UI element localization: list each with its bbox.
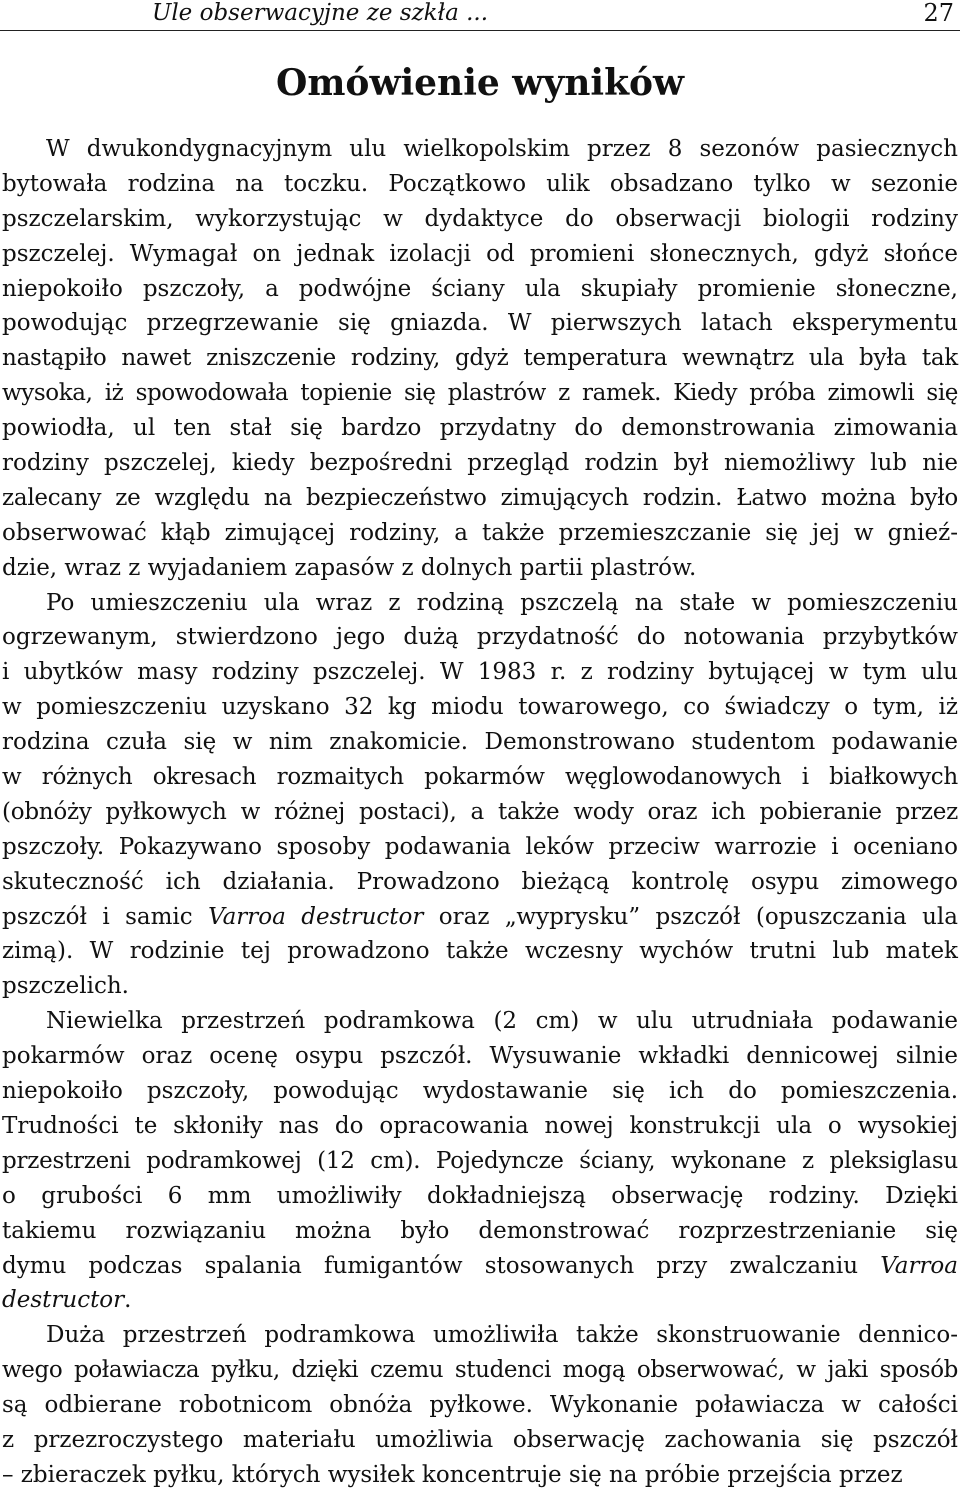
text-line: są odbierane robotnicom obnóża pyłkowe. Wykonanie poławiacza w całości: [2, 1392, 958, 1419]
running-title: Ule obserwacyjne ze szkła ...: [151, 0, 489, 26]
text-line: destructor.: [2, 1287, 132, 1314]
text-line: W dwukondygnacyjnym ulu wielkopolskim przez 8 sezonów pasiecznych: [46, 136, 958, 162]
paragraph: [2, 1318, 958, 1492]
text-line: o grubości 6 mm umożliwiły dokładniejszą obserwację rodziny. Dzięki: [2, 1182, 958, 1209]
text-line: pszczelarskim, wykorzystując w dydaktyce do obserwacji biologii rodziny: [2, 205, 958, 232]
text-line: wysoka, iż spowodowała topienie się plastrów z ramek. Kiedy próba zimowli się: [2, 380, 958, 407]
running-header: [0, 0, 960, 31]
text-line: pszczelich.: [2, 973, 129, 1000]
text-line: niepokoiło pszczoły, a podwójne ściany ula skupiały promienie słoneczne,: [2, 275, 958, 302]
text-line: niepokoiło pszczoły, powodując wydostawanie się ich do pomieszczenia.: [2, 1078, 958, 1105]
text-line: pokarmów oraz ocenę osypu pszczół. Wysuwanie wkładki dennicowej silnie: [2, 1043, 958, 1070]
text-line: w różnych okresach rozmaitych pokarmów węglowodanowych i białkowych: [2, 764, 958, 791]
paragraph: [2, 132, 958, 586]
text-line: w pomieszczeniu uzyskano 32 kg miodu towarowego, co świadczy o tym, iż: [2, 694, 958, 721]
text-line: pszczoły. Pokazywano sposoby podawania leków przeciw warrozie i oceniano: [2, 833, 958, 860]
paragraph: [2, 586, 958, 1005]
text-line: wego poławiacza pyłku, dzięki czemu studenci mogą obserwować, w jaki sposób: [2, 1357, 958, 1384]
text-line: z przezroczystego materiału umożliwia obserwację zachowania się pszczół: [2, 1426, 958, 1453]
text-line: Trudności te skłoniły nas do opracowania nowej konstrukcji ula o wysokiej: [2, 1112, 958, 1139]
text-line: Duża przestrzeń podramkowa umożliwiła także skonstruowanie dennico-: [46, 1322, 958, 1349]
text-line: Po umieszczeniu ula wraz z rodziną pszczelą na stałe w pomieszczeniu: [46, 589, 958, 616]
text-line: skuteczność ich działania. Prowadzono bieżącą kontrolę osypu zimowego: [2, 868, 958, 895]
text-line: takiemu rozwiązaniu można było demonstrować rozprzestrzenianie się: [2, 1217, 958, 1244]
text-line: ogrzewanym, stwierdzono jego dużą przydatność do notowania przybytków: [2, 624, 958, 651]
text-line: i ubytków masy rodziny pszczelej. W 1983 r. z rodziny bytującej w tym ulu: [2, 659, 958, 686]
text-line: dzie, wraz z wyjadaniem zapasów z dolnych partii plastrów.: [2, 554, 697, 581]
text-line: Niewielka przestrzeń podramkowa (2 cm) w ulu utrudniała podawanie: [46, 1008, 958, 1035]
text-line: dymu podczas spalania fumigantów stosowanych przy zwalczaniu Varroa: [2, 1252, 958, 1279]
text-line: pszczół i samic Varroa destructor oraz „wyprysku” pszczół (opuszczania ula: [2, 903, 958, 930]
text-line: zimą). W rodzinie tej prowadzono także wczesny wychów trutni lub matek: [2, 938, 958, 965]
text-line: rodziny pszczelej, kiedy bezpośredni przegląd rodzin był niemożliwy lub nie: [2, 450, 958, 477]
text-line: rodzina czuła się w nim znakomicie. Demonstrowano studentom podawanie: [2, 729, 958, 756]
text-line: (obnóży pyłkowych w różnej postaci), a także wody oraz ich pobieranie przez: [2, 798, 958, 825]
text-line: bytowała rodzina na toczku. Początkowo ulik obsadzano tylko w sezonie: [2, 170, 958, 197]
text-line: nastąpiło nawet zniszczenie rodziny, gdyż temperatura wewnątrz ula była tak: [2, 345, 958, 372]
text-line: zalecany ze względu na bezpieczeństwo zimujących rodzin. Łatwo można było: [2, 484, 958, 511]
paragraph: [2, 1004, 958, 1318]
text-line: – zbieraczek pyłku, których wysiłek koncentruje się na próbie przejścia przez: [2, 1461, 903, 1488]
text-line: powodując przegrzewanie się gniazda. W pierwszych latach eksperymentu: [2, 310, 958, 337]
section-heading: Omówienie wyników: [275, 62, 685, 104]
text-line: pszczelej. Wymagał on jednak izolacji od promieni słonecznych, gdyż słońce: [2, 240, 958, 267]
text-line: powiodła, ul ten stał się bardzo przydatny do demonstrowania zimowania: [2, 415, 958, 442]
text-line: przestrzeni podramkowej (12 cm). Pojedyncze ściany, wykonane z pleksiglasu: [2, 1147, 958, 1174]
body-text: [2, 132, 958, 1493]
text-line: obserwować kłąb zimującej rodziny, a także przemieszczanie się jej w gnieź-: [2, 519, 958, 546]
page-number: 27: [923, 0, 954, 27]
